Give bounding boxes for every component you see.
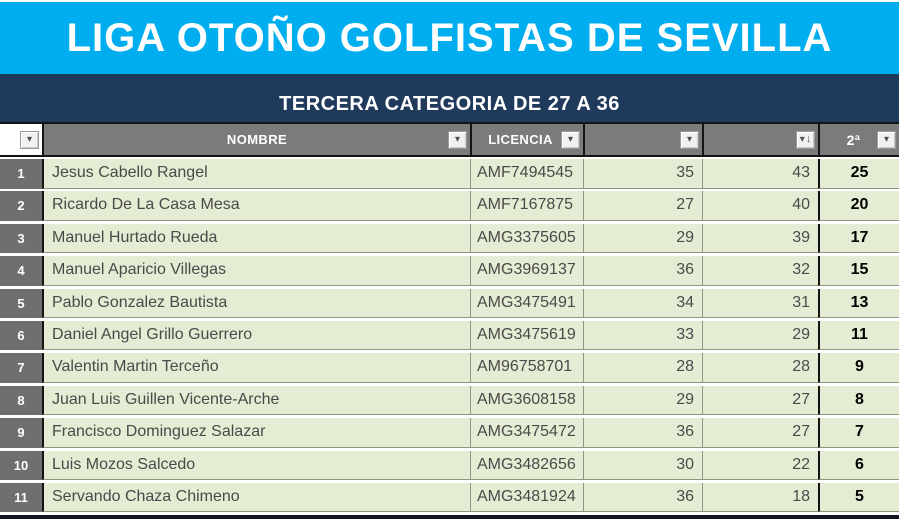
table-row — [0, 256, 899, 286]
table-header-row — [0, 122, 899, 157]
row-number-cell[interactable]: 1 — [0, 159, 42, 189]
score2-cell[interactable]: 27 — [702, 386, 818, 416]
row-number-cell[interactable]: 3 — [0, 224, 42, 254]
points-cell[interactable]: 17 — [818, 224, 899, 254]
license-cell[interactable]: AMF7167875 — [470, 191, 583, 221]
license-cell[interactable]: AMG3475619 — [470, 321, 583, 351]
header-cell-second-round[interactable] — [818, 124, 899, 155]
filter-sort-button-score2[interactable] — [796, 131, 815, 149]
row-number-cell[interactable]: 9 — [0, 418, 42, 448]
table-row — [0, 289, 899, 319]
filter-dropdown-icon: ▾ — [799, 133, 805, 145]
score1-cell[interactable]: 28 — [583, 353, 702, 383]
name-cell[interactable]: Ricardo De La Casa Mesa — [42, 191, 470, 221]
name-cell[interactable]: Manuel Hurtado Rueda — [42, 224, 470, 254]
score2-cell[interactable]: 31 — [702, 289, 818, 319]
score1-cell[interactable]: 30 — [583, 451, 702, 481]
score1-cell[interactable]: 36 — [583, 256, 702, 286]
points-cell[interactable]: 25 — [818, 159, 899, 189]
score1-cell[interactable]: 36 — [583, 483, 702, 513]
license-cell[interactable]: AMG3608158 — [470, 386, 583, 416]
name-cell[interactable]: Daniel Angel Grillo Guerrero — [42, 321, 470, 351]
filter-dropdown-icon: ▾ — [686, 133, 693, 145]
score1-cell[interactable]: 29 — [583, 386, 702, 416]
score2-cell[interactable]: 18 — [702, 483, 818, 513]
filter-dropdown-icon: ▾ — [567, 133, 574, 145]
points-cell[interactable]: 6 — [818, 451, 899, 481]
score2-cell[interactable]: 28 — [702, 353, 818, 383]
row-number-cell[interactable]: 2 — [0, 191, 42, 221]
table-row — [0, 159, 899, 189]
header-cell-nombre[interactable] — [42, 124, 470, 155]
header-label-nombre: NOMBRE — [226, 132, 288, 147]
table-row — [0, 321, 899, 351]
license-cell[interactable]: AMG3969137 — [470, 256, 583, 286]
name-cell[interactable]: Servando Chaza Chimeno — [42, 483, 470, 513]
row-number-cell[interactable]: 7 — [0, 353, 42, 383]
filter-button-second-round[interactable] — [877, 131, 896, 149]
license-cell[interactable]: AMG3475491 — [470, 289, 583, 319]
score2-cell[interactable]: 32 — [702, 256, 818, 286]
table-row — [0, 418, 899, 448]
row-number-cell[interactable]: 4 — [0, 256, 42, 286]
row-number-cell[interactable]: 5 — [0, 289, 42, 319]
filter-dropdown-icon: ▾ — [454, 133, 461, 145]
name-cell[interactable]: Luis Mozos Salcedo — [42, 451, 470, 481]
table-bottom-border — [0, 515, 899, 519]
points-cell[interactable]: 11 — [818, 321, 899, 351]
table-row — [0, 483, 899, 513]
points-cell[interactable]: 20 — [818, 191, 899, 221]
row-number-cell[interactable]: 10 — [0, 451, 42, 481]
filter-button-score1[interactable] — [680, 131, 699, 149]
header-cell-licencia[interactable] — [470, 124, 583, 155]
filter-dropdown-icon: ▾ — [883, 133, 890, 145]
points-cell[interactable]: 15 — [818, 256, 899, 286]
license-cell[interactable]: AMG3475472 — [470, 418, 583, 448]
license-cell[interactable]: AMG3375605 — [470, 224, 583, 254]
filter-button-nombre[interactable] — [448, 131, 467, 149]
points-cell[interactable]: 5 — [818, 483, 899, 513]
sort-descending-icon: ↓ — [805, 133, 812, 145]
score2-cell[interactable]: 39 — [702, 224, 818, 254]
points-cell[interactable]: 8 — [818, 386, 899, 416]
score2-cell[interactable]: 29 — [702, 321, 818, 351]
header-label-licencia: LICENCIA — [488, 132, 553, 147]
filter-button-index[interactable] — [20, 131, 39, 149]
license-cell[interactable]: AMF7494545 — [470, 159, 583, 189]
header-label-second-round: 2ª — [846, 131, 861, 148]
header-cell-score2[interactable] — [702, 124, 818, 155]
score2-cell[interactable]: 27 — [702, 418, 818, 448]
score1-cell[interactable]: 36 — [583, 418, 702, 448]
license-cell[interactable]: AMG3481924 — [470, 483, 583, 513]
points-cell[interactable]: 9 — [818, 353, 899, 383]
score1-cell[interactable]: 33 — [583, 321, 702, 351]
table-body — [0, 157, 899, 512]
score2-cell[interactable]: 22 — [702, 451, 818, 481]
table-row — [0, 191, 899, 221]
header-cell-index[interactable] — [0, 124, 42, 155]
name-cell[interactable]: Pablo Gonzalez Bautista — [42, 289, 470, 319]
score1-cell[interactable]: 27 — [583, 191, 702, 221]
score2-cell[interactable]: 43 — [702, 159, 818, 189]
row-number-cell[interactable]: 6 — [0, 321, 42, 351]
table-row — [0, 224, 899, 254]
filter-button-licencia[interactable] — [561, 131, 580, 149]
header-cell-score1[interactable] — [583, 124, 702, 155]
category-band — [0, 74, 899, 122]
table-row — [0, 353, 899, 383]
category-subtitle: TERCERA CATEGORIA DE 27 A 36 — [279, 93, 620, 115]
filter-dropdown-icon: ▾ — [26, 133, 33, 145]
title-banner — [0, 2, 899, 74]
page-title: LIGA OTOÑO GOLFISTAS DE SEVILLA — [66, 15, 833, 60]
name-cell[interactable]: Francisco Dominguez Salazar — [42, 418, 470, 448]
name-cell[interactable]: Valentin Martin Terceño — [42, 353, 470, 383]
table-row — [0, 386, 899, 416]
license-cell[interactable]: AM96758701 — [470, 353, 583, 383]
name-cell[interactable]: Manuel Aparicio Villegas — [42, 256, 470, 286]
points-cell[interactable]: 13 — [818, 289, 899, 319]
name-cell[interactable]: Jesus Cabello Rangel — [42, 159, 470, 189]
score1-cell[interactable]: 35 — [583, 159, 702, 189]
row-number-cell[interactable]: 11 — [0, 483, 42, 513]
score1-cell[interactable]: 34 — [583, 289, 702, 319]
table-row — [0, 451, 899, 481]
name-cell[interactable]: Juan Luis Guillen Vicente-Arche — [42, 386, 470, 416]
license-cell[interactable]: AMG3482656 — [470, 451, 583, 481]
score1-cell[interactable]: 29 — [583, 224, 702, 254]
score2-cell[interactable]: 40 — [702, 191, 818, 221]
row-number-cell[interactable]: 8 — [0, 386, 42, 416]
points-cell[interactable]: 7 — [818, 418, 899, 448]
